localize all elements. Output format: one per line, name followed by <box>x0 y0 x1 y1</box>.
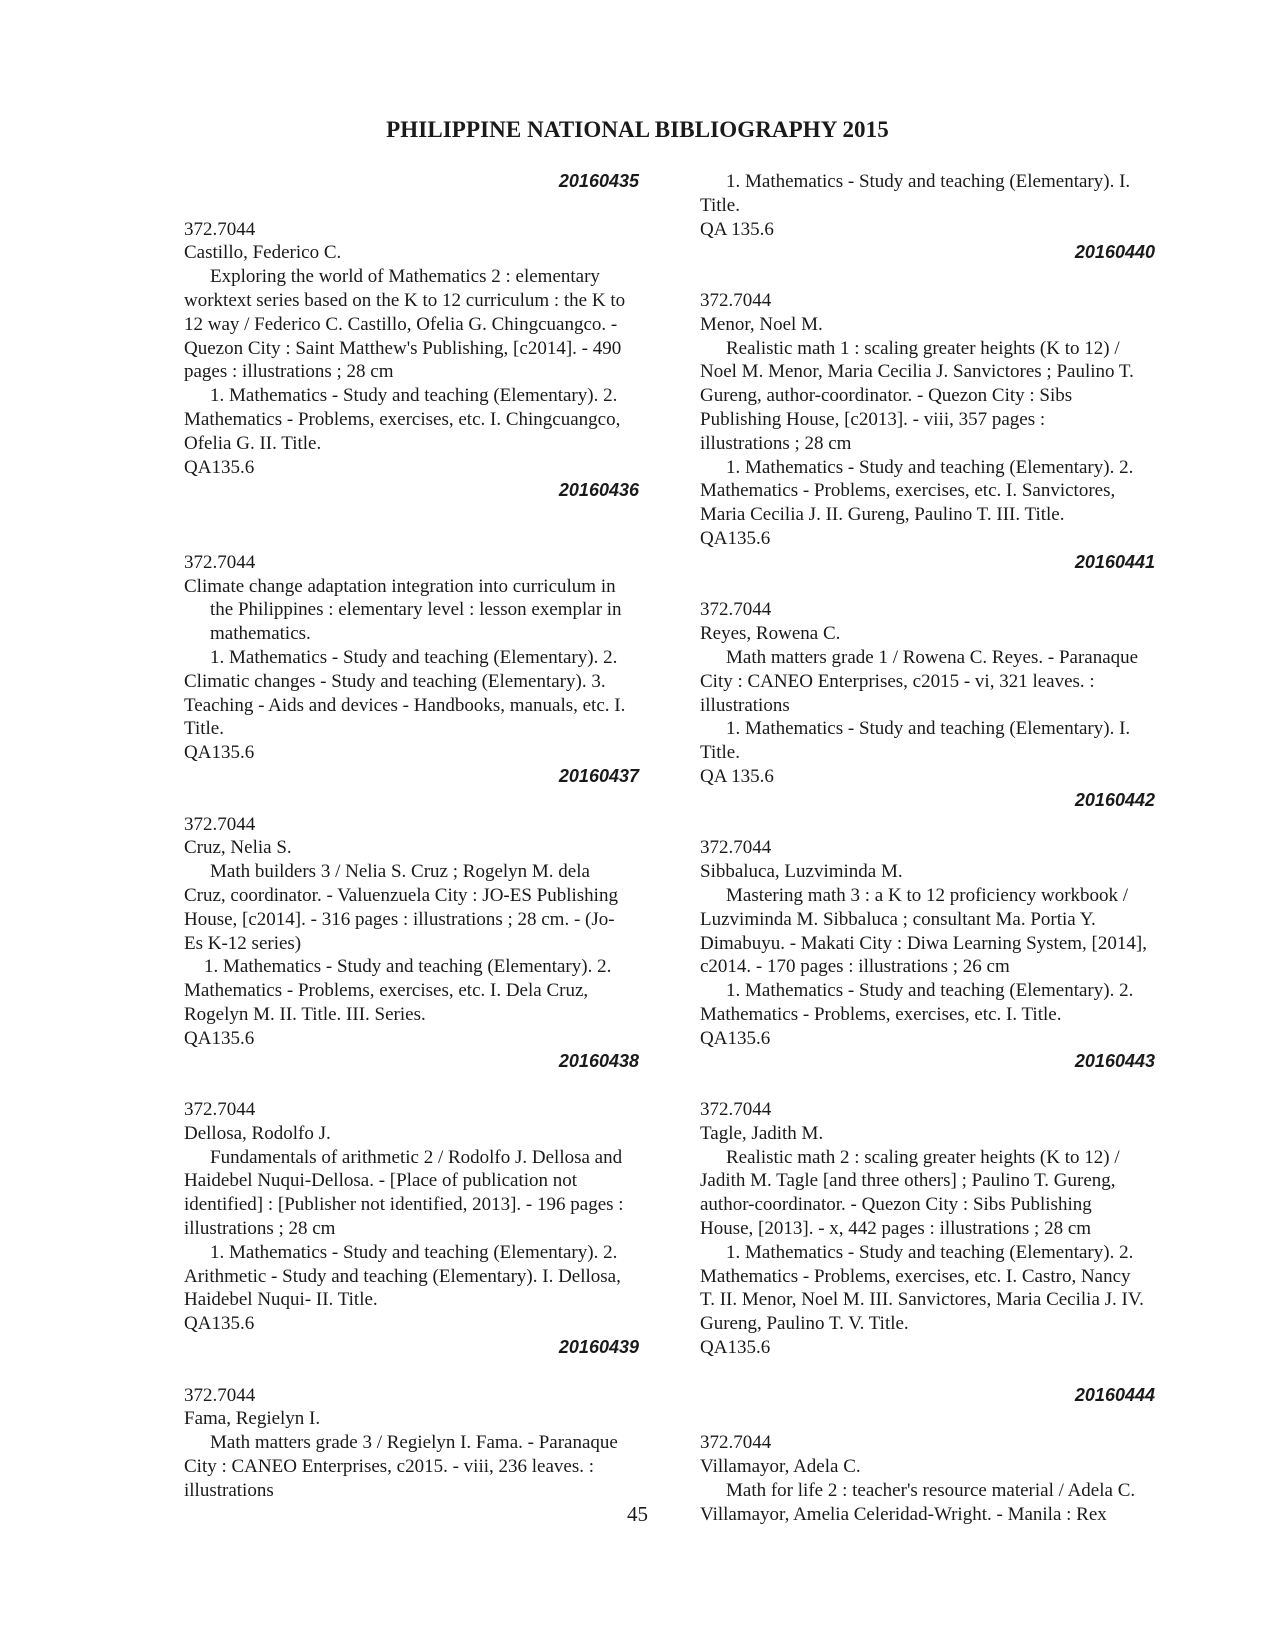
author: Castillo, Federico C. <box>184 242 342 264</box>
entry-20160437 <box>184 765 659 1051</box>
description-line: Jadith M. Tagle [and three others] ; Paulino T. Gureng, <box>700 1170 1116 1192</box>
title-line: Climate change adaptation integration into curriculum in <box>184 575 616 597</box>
title-line: mathematics. <box>210 623 311 645</box>
entry-20160435 <box>184 170 659 479</box>
description-line: Quezon City : Saint Matthew's Publishing, [c2014]. - 490 <box>184 337 622 359</box>
subjects <box>700 979 1175 1027</box>
subject-line: Ofelia G. II. Title. <box>184 432 322 454</box>
author: Reyes, Rowena C. <box>700 623 841 645</box>
call-number: QA135.6 <box>184 742 255 764</box>
entry-20160442 <box>700 789 1175 1051</box>
author: Dellosa, Rodolfo J. <box>184 1122 331 1144</box>
description-line: Cruz, coordinator. - Valuenzuela City : JO-ES Publishing <box>184 884 618 906</box>
entry-number: 20160439 <box>558 1337 639 1358</box>
entry-20160436 <box>184 479 659 765</box>
class-number: 372.7044 <box>700 599 772 621</box>
subject-line: Gureng, Paulino T. V. Title. <box>700 1313 909 1335</box>
description-line: illustrations ; 28 cm <box>184 1218 336 1240</box>
subject-line: 1. Mathematics - Study and teaching (Elementary). 2. <box>204 956 612 978</box>
subjects <box>184 384 659 455</box>
subject-line: 1. Mathematics - Study and teaching (Elementary). 2. <box>726 1241 1134 1263</box>
description-line: Es K-12 series) <box>184 932 302 954</box>
description-line: Villamayor, Amelia Celeridad-Wright. - Manila : Rex <box>700 1503 1107 1525</box>
description-line: Math builders 3 / Nelia S. Cruz ; Rogelyn M. dela <box>210 861 590 883</box>
class-number: 372.7044 <box>700 1099 772 1121</box>
entry-number: 20160442 <box>1074 789 1155 810</box>
description-line: House, [2013]. - x, 442 pages : illustrations ; 28 cm <box>700 1218 1092 1240</box>
subject-line: T. II. Menor, Noel M. III. Sanvictores, Maria Cecilia J. IV. <box>700 1289 1144 1311</box>
subjects <box>184 955 659 1026</box>
description-line: Math for life 2 : teacher's resource material / Adela C. <box>726 1479 1136 1501</box>
description <box>700 646 1175 717</box>
description-line: illustrations <box>700 694 790 716</box>
entry-number: 20160441 <box>1074 551 1155 572</box>
entry-continued <box>700 170 1175 241</box>
subject-line: Title. <box>184 718 224 740</box>
call-number: QA135.6 <box>700 1337 771 1359</box>
title-statement <box>184 575 659 646</box>
subject-line: Mathematics - Problems, exercises, etc. I. Sanvictores, <box>700 480 1116 502</box>
subject-line: Arithmetic - Study and teaching (Elementary). I. Dellosa, <box>184 1265 621 1287</box>
description-line: House, [c2014]. - 316 pages : illustrations ; 28 cm. - (Jo- <box>184 908 615 930</box>
call-number: QA 135.6 <box>700 765 774 787</box>
description-line: identified] : [Publisher not identified, 2013]. - 196 pages : <box>184 1194 624 1216</box>
description-line: Mastering math 3 : a K to 12 proficiency workbook / <box>726 884 1129 906</box>
subject-line: Climatic changes - Study and teaching (Elementary). 3. <box>184 670 606 692</box>
subjects <box>700 1241 1175 1336</box>
description-line: Haidebel Nuqui-Dellosa. - [Place of publication not <box>184 1170 578 1192</box>
subject-line: Mathematics - Problems, exercises, etc. I. Chingcuangco, <box>184 408 621 430</box>
entry-20160439 <box>184 1336 659 1503</box>
author: Villamayor, Adela C. <box>700 1456 861 1478</box>
entry-number: 20160440 <box>1074 242 1155 263</box>
subject-line: Title. <box>700 194 740 216</box>
class-number: 372.7044 <box>184 1099 256 1121</box>
call-number: QA135.6 <box>700 1027 771 1049</box>
class-number: 372.7044 <box>184 813 256 835</box>
description-line: City : CANEO Enterprises, c2015 - vi, 321 leaves. : <box>700 670 1095 692</box>
description-line: Dimabuyu. - Makati City : Diwa Learning System, [2014], <box>700 932 1147 954</box>
entry-number: 20160436 <box>558 480 639 501</box>
description <box>700 337 1175 456</box>
subjects <box>184 646 659 741</box>
class-number: 372.7044 <box>700 289 772 311</box>
entry-number: 20160435 <box>558 171 639 191</box>
subjects <box>700 717 1175 765</box>
subjects <box>700 170 1175 218</box>
description-line: Math matters grade 1 / Rowena C. Reyes. - Paranaque <box>726 646 1139 668</box>
description-line: Publishing House, [c2013]. - viii, 357 pages : <box>700 408 1046 430</box>
subject-line: 1. Mathematics - Study and teaching (Elementary). 2. <box>210 385 618 407</box>
class-number: 372.7044 <box>700 837 772 859</box>
description-line: pages : illustrations ; 28 cm <box>184 361 394 383</box>
author: Menor, Noel M. <box>700 313 823 335</box>
entry-number: 20160444 <box>1074 1384 1155 1405</box>
call-number: QA135.6 <box>700 527 771 549</box>
description-line: illustrations <box>184 1479 274 1501</box>
entry-20160438 <box>184 1050 659 1336</box>
left-column <box>184 170 659 1503</box>
description-line: author-coordinator. - Quezon City : Sibs Publishing <box>700 1194 1092 1216</box>
subject-line: Haidebel Nuqui- II. Title. <box>184 1289 378 1311</box>
class-number: 372.7044 <box>700 1432 772 1454</box>
entry-number: 20160443 <box>1074 1051 1155 1072</box>
author: Sibbaluca, Luzviminda M. <box>700 861 903 883</box>
description-line: Gureng, author-coordinator. - Quezon City : Sibs <box>700 385 1073 407</box>
description <box>700 884 1175 979</box>
author: Cruz, Nelia S. <box>184 837 292 859</box>
subject-line: Mathematics - Problems, exercises, etc. I. Title. <box>700 1003 1062 1025</box>
description <box>184 860 659 955</box>
description-line: Luzviminda M. Sibbaluca ; consultant Ma. Portia Y. <box>700 908 1096 930</box>
description <box>184 1431 659 1502</box>
subject-line: 1. Mathematics - Study and teaching (Elementary). 2. <box>726 456 1134 478</box>
entry-20160441 <box>700 551 1175 789</box>
call-number: QA135.6 <box>184 1313 255 1335</box>
subject-line: Teaching - Aids and devices - Handbooks, manuals, etc. I. <box>184 694 626 716</box>
title-line: the Philippines : elementary level : lesson exemplar in <box>210 599 622 621</box>
subject-line: Rogelyn M. II. Title. III. Series. <box>184 1003 426 1025</box>
subjects <box>184 1241 659 1312</box>
author: Tagle, Jadith M. <box>700 1122 824 1144</box>
description-line: City : CANEO Enterprises, c2015. - viii, 236 leaves. : <box>184 1456 595 1478</box>
subject-line: 1. Mathematics - Study and teaching (Elementary). 2. <box>210 646 618 668</box>
description-line: c2014. - 170 pages : illustrations ; 26 cm <box>700 956 1010 978</box>
subject-line: Mathematics - Problems, exercises, etc. I. Castro, Nancy <box>700 1265 1131 1287</box>
page-title: PHILIPPINE NATIONAL BIBLIOGRAPHY 2015 <box>386 117 889 142</box>
entry-20160443 <box>700 1050 1175 1359</box>
subject-line: Title. <box>700 742 740 764</box>
call-number: QA 135.6 <box>700 218 774 240</box>
class-number: 372.7044 <box>184 218 256 240</box>
author: Fama, Regielyn I. <box>184 1408 321 1430</box>
call-number: QA135.6 <box>184 1027 255 1049</box>
right-column <box>700 170 1175 1526</box>
entry-number: 20160438 <box>558 1051 639 1072</box>
subject-line: 1. Mathematics - Study and teaching (Elementary). I. <box>726 718 1131 740</box>
description-line: Realistic math 2 : scaling greater heights (K to 12) / <box>726 1146 1120 1168</box>
entry-number: 20160437 <box>558 765 639 786</box>
subjects <box>700 456 1175 527</box>
class-number: 372.7044 <box>184 1384 256 1406</box>
description-line: illustrations ; 28 cm <box>700 432 852 454</box>
description-line: Fundamentals of arithmetic 2 / Rodolfo J. Dellosa and <box>210 1146 623 1168</box>
description-line: Exploring the world of Mathematics 2 : elementary <box>210 266 600 288</box>
subject-line: Maria Cecilia J. II. Gureng, Paulino T. III. Title. <box>700 504 1065 526</box>
entry-20160440 <box>700 241 1175 550</box>
page-number: 45 <box>627 1502 648 1526</box>
subject-line: 1. Mathematics - Study and teaching (Elementary). I. <box>726 171 1131 192</box>
description-line: Realistic math 1 : scaling greater heights (K to 12) / <box>726 337 1120 359</box>
subject-line: Mathematics - Problems, exercises, etc. I. Dela Cruz, <box>184 980 589 1002</box>
description <box>700 1146 1175 1241</box>
description-line: 12 way / Federico C. Castillo, Ofelia G. Chingcuangco. - <box>184 313 618 335</box>
description <box>184 1146 659 1241</box>
subject-line: 1. Mathematics - Study and teaching (Elementary). 2. <box>210 1241 618 1263</box>
call-number: QA135.6 <box>184 456 255 478</box>
description <box>184 265 659 384</box>
subject-line: 1. Mathematics - Study and teaching (Elementary). 2. <box>726 980 1134 1002</box>
description-line: Noel M. Menor, Maria Cecilia J. Sanvictores ; Paulino T. <box>700 361 1134 383</box>
description-line: worktext series based on the K to 12 curriculum : the K to <box>184 289 626 311</box>
description-line: Math matters grade 3 / Regielyn I. Fama. - Paranaque <box>210 1432 618 1454</box>
class-number: 372.7044 <box>184 551 256 573</box>
